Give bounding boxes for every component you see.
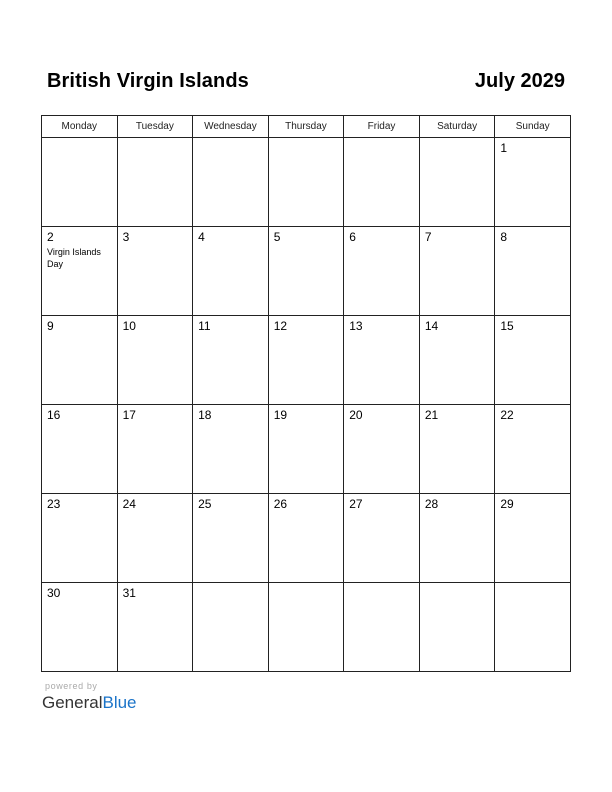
weekday-header: Sunday	[495, 116, 571, 138]
day-number: 6	[349, 230, 356, 244]
week-row	[42, 138, 571, 227]
day-number: 30	[47, 586, 61, 600]
day-number: 18	[198, 408, 212, 422]
day-cell	[344, 316, 420, 405]
day-cell	[268, 405, 344, 494]
day-cell	[117, 227, 193, 316]
day-cell	[193, 583, 269, 672]
day-cell	[42, 316, 118, 405]
day-number	[344, 583, 419, 587]
day-cell	[495, 405, 571, 494]
day-cell	[268, 494, 344, 583]
day-number: 4	[198, 230, 205, 244]
day-number: 25	[198, 497, 212, 511]
day-cell	[268, 227, 344, 316]
day-cell	[419, 494, 495, 583]
day-number: 23	[47, 497, 61, 511]
day-cell	[117, 494, 193, 583]
day-cell	[344, 405, 420, 494]
day-cell	[193, 316, 269, 405]
week-row	[42, 583, 571, 672]
day-number: 29	[500, 497, 514, 511]
holiday-label: Virgin Islands Day	[47, 247, 101, 269]
weekday-header: Tuesday	[117, 116, 193, 138]
day-number: 17	[122, 408, 136, 422]
day-number: 19	[273, 408, 288, 422]
day-number: 31	[122, 586, 136, 600]
brand-name-part1: General	[42, 693, 103, 712]
day-number: 22	[500, 408, 514, 422]
day-number: 3	[122, 230, 130, 244]
day-number	[344, 138, 419, 142]
day-cell	[495, 138, 571, 227]
footer-branding	[42, 681, 137, 714]
weekday-header-row	[42, 116, 571, 138]
day-cell	[419, 227, 495, 316]
day-cell	[495, 316, 571, 405]
week-row	[42, 316, 571, 405]
day-number: 9	[47, 319, 54, 333]
day-cell	[419, 583, 495, 672]
day-number: 21	[424, 408, 439, 422]
week-row	[42, 494, 571, 583]
weekday-header: Wednesday	[193, 116, 269, 138]
day-number: 12	[273, 319, 288, 333]
day-cell	[42, 494, 118, 583]
day-cell	[42, 405, 118, 494]
day-cell	[42, 227, 118, 316]
day-cell	[495, 494, 571, 583]
day-cell	[419, 316, 495, 405]
day-cell	[268, 138, 344, 227]
day-cell	[344, 138, 420, 227]
day-cell	[117, 138, 193, 227]
day-cell	[117, 405, 193, 494]
day-cell	[193, 138, 269, 227]
day-cell	[193, 405, 269, 494]
calendar-grid	[41, 115, 571, 672]
day-cell	[193, 227, 269, 316]
day-number: 27	[349, 497, 363, 511]
day-number	[193, 583, 268, 587]
day-cell	[495, 227, 571, 316]
day-number	[42, 138, 117, 142]
weekday-header: Friday	[344, 116, 420, 138]
day-number: 15	[500, 319, 514, 333]
weekday-header: Saturday	[419, 116, 495, 138]
day-number: 14	[424, 319, 439, 333]
day-number: 16	[47, 408, 61, 422]
day-number: 7	[424, 230, 432, 244]
day-cell	[344, 227, 420, 316]
day-number: 2	[47, 230, 54, 244]
day-cell	[268, 583, 344, 672]
day-cell	[344, 494, 420, 583]
day-number	[420, 583, 495, 587]
day-number: 13	[349, 319, 363, 333]
week-row	[42, 405, 571, 494]
day-number	[193, 138, 268, 142]
day-number: 10	[122, 319, 136, 333]
day-number: 24	[122, 497, 136, 511]
calendar-country-title: British Virgin Islands	[47, 70, 249, 92]
weekday-header: Thursday	[268, 116, 344, 138]
day-cell	[268, 316, 344, 405]
day-number: 1	[500, 141, 508, 155]
day-number: 8	[500, 230, 508, 244]
generalblue-logo[interactable]	[42, 692, 137, 714]
day-number	[495, 583, 570, 587]
day-cell	[42, 583, 118, 672]
weekday-header: Monday	[42, 116, 118, 138]
day-number	[420, 138, 495, 142]
calendar-month-title: July 2029	[474, 70, 565, 92]
day-number: 28	[424, 497, 439, 511]
day-cell	[117, 583, 193, 672]
week-row	[42, 227, 571, 316]
day-number: 5	[273, 230, 281, 244]
day-number: 11	[198, 319, 211, 333]
day-number	[118, 138, 193, 142]
day-cell	[419, 138, 495, 227]
day-cell	[193, 494, 269, 583]
day-number: 20	[349, 408, 363, 422]
day-cell	[495, 583, 571, 672]
day-number: 26	[273, 497, 288, 511]
day-number	[269, 138, 344, 142]
powered-by-text: powered by	[45, 681, 98, 691]
day-cell	[344, 583, 420, 672]
day-number	[269, 583, 344, 587]
day-cell	[117, 316, 193, 405]
brand-name-part2: Blue	[102, 693, 137, 712]
day-cell	[42, 138, 118, 227]
day-cell	[419, 405, 495, 494]
